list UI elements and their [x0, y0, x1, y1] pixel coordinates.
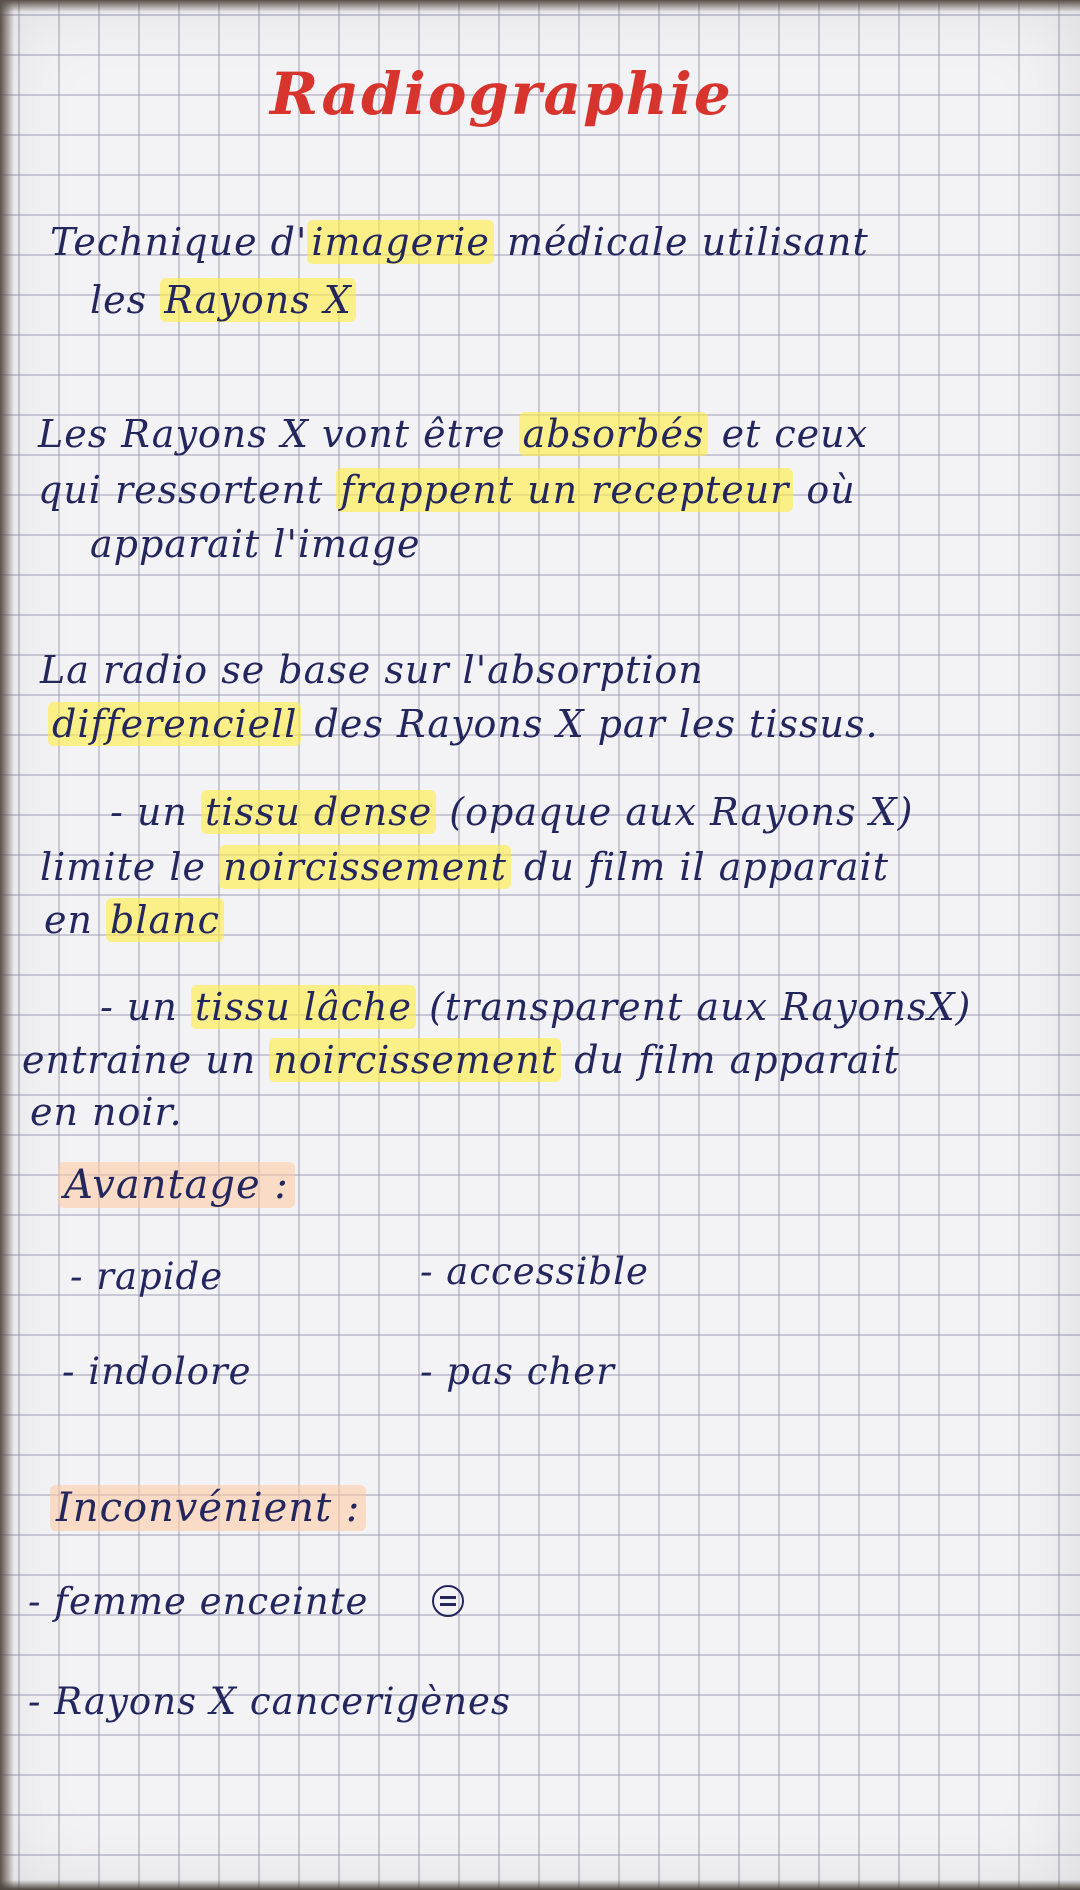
intro-line-1	[50, 220, 869, 264]
para2-line-3: apparait l'image	[90, 522, 421, 566]
loose-highlight-noircissement: noircissement	[269, 1038, 561, 1082]
loose-text-c: (transparent aux RayonsX)	[415, 985, 972, 1029]
loose-text-f: du film apparait	[561, 1038, 900, 1082]
advantage-item-rapide: - rapide	[70, 1255, 224, 1298]
para2-line-1	[38, 412, 868, 456]
para2-text-f: où	[793, 468, 856, 512]
advantage-item-pas-cher: - pas cher	[420, 1350, 615, 1393]
frown-face-icon	[432, 1585, 464, 1617]
para3-text-b: des Rayons X par les tissus.	[301, 702, 879, 746]
dense-text-d: limite le	[40, 845, 220, 889]
drawbacks-heading-label: Inconvénient :	[50, 1485, 366, 1531]
page-bottom-edge	[0, 1880, 1080, 1890]
intro-text-les: les	[90, 278, 161, 322]
dense-text-a: - un	[110, 790, 201, 834]
advantages-heading-label: Avantage :	[58, 1162, 295, 1208]
loose-highlight-tissu: tissu lâche	[191, 985, 416, 1029]
dense-line-3	[44, 898, 224, 942]
dense-text-f: du film il apparait	[510, 845, 889, 889]
page-left-edge	[0, 0, 14, 1890]
para3-line-1: La radio se base sur l'absorption	[40, 648, 704, 692]
loose-line-1	[100, 985, 971, 1029]
dense-text-g: en	[44, 898, 107, 942]
intro-line-2	[90, 278, 356, 322]
intro-highlight-imagerie: imagerie	[307, 220, 493, 264]
dense-highlight-blanc: blanc	[106, 898, 224, 942]
drawbacks-heading	[50, 1485, 366, 1531]
dense-highlight-tissu: tissu dense	[201, 790, 436, 834]
drawback-item-rayons-cancerigenes: - Rayons X cancerigènes	[28, 1680, 511, 1723]
intro-highlight-rayons: Rayons X	[160, 278, 356, 322]
para3-line-2	[48, 702, 879, 746]
loose-line-3: en noir.	[30, 1090, 183, 1134]
para2-line-2	[38, 468, 856, 512]
para2-text-d: qui ressortent	[38, 468, 337, 512]
loose-text-d: entraine un	[22, 1038, 270, 1082]
para3-highlight-differenciell: differenciell	[48, 702, 301, 746]
page-title: Radiographie	[270, 60, 733, 128]
dense-text-c: (opaque aux Rayons X)	[436, 790, 914, 834]
dense-line-2	[40, 845, 889, 889]
para2-text-a: Les Rayons X vont être	[38, 412, 519, 456]
para2-text-c: et ceux	[708, 412, 869, 456]
advantage-item-accessible: - accessible	[420, 1250, 649, 1293]
intro-text-c: médicale utilisant	[493, 220, 869, 264]
page-top-edge	[0, 0, 1080, 12]
advantage-item-indolore: - indolore	[62, 1350, 252, 1393]
intro-text-a: Technique d'	[50, 220, 308, 264]
advantages-heading	[58, 1162, 295, 1208]
drawback-item-femme-enceinte: - femme enceinte	[28, 1580, 369, 1623]
para2-highlight-recepteur: frappent un recepteur	[336, 468, 793, 512]
dense-highlight-noircissement: noircissement	[219, 845, 511, 889]
para2-highlight-absorbes: absorbés	[519, 412, 709, 456]
loose-line-2	[22, 1038, 900, 1082]
loose-text-a: - un	[100, 985, 191, 1029]
dense-line-1	[110, 790, 913, 834]
